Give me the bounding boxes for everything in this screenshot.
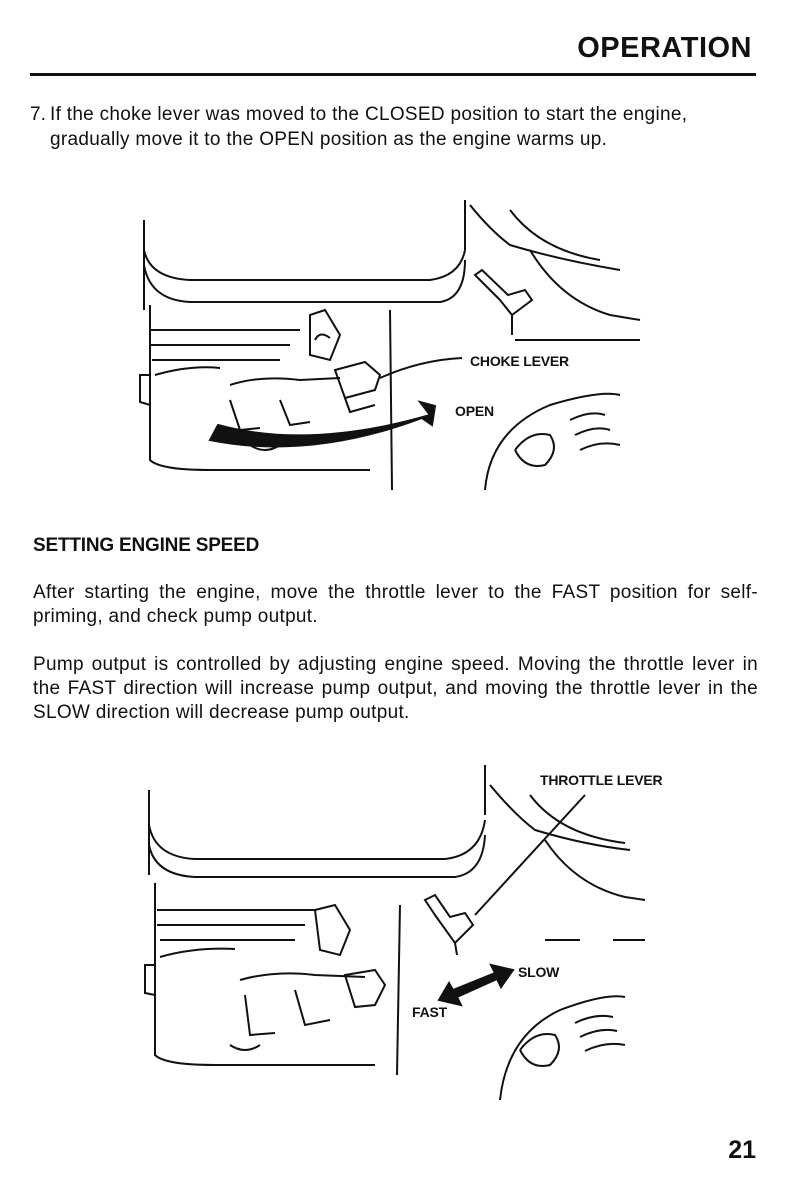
step-number: 7.	[30, 104, 46, 125]
step-7	[30, 102, 756, 152]
page-number: 21	[728, 1136, 756, 1164]
slow-label: SLOW	[518, 964, 560, 980]
throttle-lever-label: THROTTLE LEVER	[540, 772, 663, 788]
open-label: OPEN	[455, 403, 494, 419]
fast-label: FAST	[412, 1004, 447, 1020]
section-heading: SETTING ENGINE SPEED	[33, 535, 260, 556]
header-rule	[30, 73, 756, 76]
paragraph-2: Pump output is controlled by adjusting engine speed. Moving the throttle lever in the FAST direction will increase pump output, and moving the throttle lever in the SLOW direction will decrease pump output.	[33, 654, 758, 723]
paragraph-1: After starting the engine, move the throttle lever to the FAST position for self-priming, and check pump output.	[33, 582, 758, 627]
choke-lever-figure	[130, 190, 650, 500]
throttle-lever-figure	[135, 765, 655, 1105]
throttle-lever-illustration	[135, 765, 655, 1105]
choke-lever-label: CHOKE LEVER	[470, 353, 569, 369]
step-text: If the choke lever was moved to the CLOSED position to start the engine, gradually move it to the OPEN position as the engine warms up.	[50, 104, 688, 150]
page-header-title: OPERATION	[577, 32, 752, 64]
choke-lever-illustration	[130, 190, 650, 500]
